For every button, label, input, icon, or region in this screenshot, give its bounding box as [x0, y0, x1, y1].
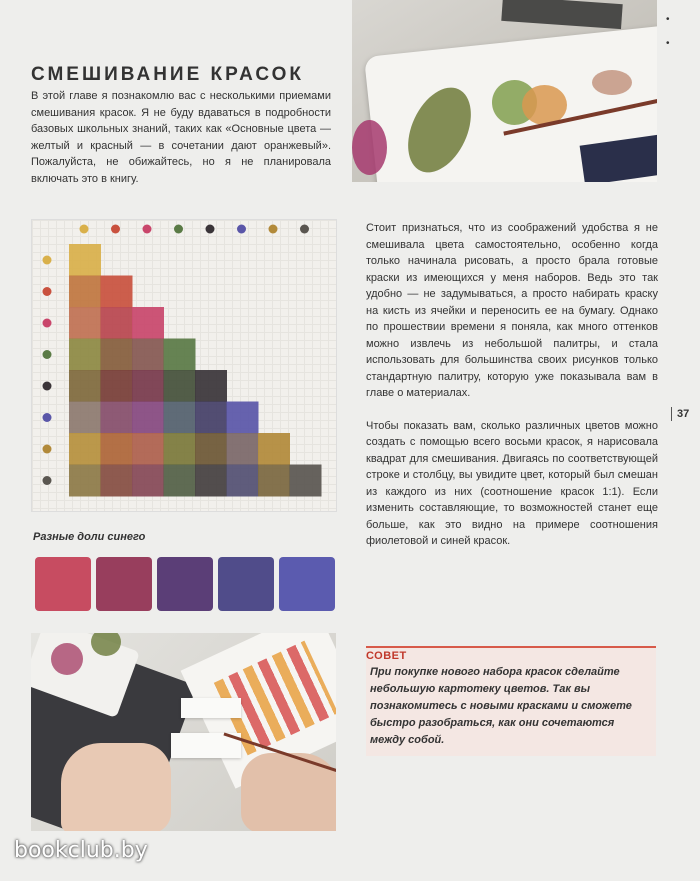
mix-cell — [164, 370, 196, 402]
mix-cell — [132, 307, 164, 339]
paint-dot-left — [43, 445, 52, 454]
mix-cell — [101, 402, 133, 434]
paint-dot-top — [300, 225, 309, 234]
page-number: 37 — [671, 407, 689, 421]
paint-dot-top — [174, 225, 183, 234]
mix-cell — [101, 339, 133, 371]
mix-cell — [164, 465, 196, 497]
paint-dot-left — [43, 382, 52, 391]
mix-cell — [290, 465, 322, 497]
mix-cell — [132, 433, 164, 465]
paint-dot-top — [111, 225, 120, 234]
mix-cell — [69, 433, 101, 465]
body-text — [366, 220, 658, 566]
paint-dot-top — [206, 225, 215, 234]
mix-cell — [69, 339, 101, 371]
painting-photo — [31, 633, 336, 831]
mix-cell — [69, 244, 101, 276]
mix-cell — [195, 465, 227, 497]
mix-cell — [69, 307, 101, 339]
mix-cell — [195, 433, 227, 465]
mix-cell — [101, 433, 133, 465]
blue-swatch — [218, 557, 274, 611]
palette-photo — [352, 0, 657, 182]
paint-dot-left — [43, 319, 52, 328]
mix-cell — [227, 465, 259, 497]
paint-dot-top — [143, 225, 152, 234]
mix-cell — [227, 433, 259, 465]
mix-cell — [132, 339, 164, 371]
paint-dot-left — [43, 476, 52, 485]
tip-text: При покупке нового набора красок сделайте небольшую картотеку цветов. Так вы познакомитесь с новыми красками и сможете быстро разобраться, как они сочетаются между собой. — [370, 666, 632, 746]
paint-dot-left — [43, 413, 52, 422]
intro-paragraph: В этой главе я познакомлю вас с несколькими приемами смешивания красок. Я не буду вдаваться в подробности базовых школьных знаний, таких как «Основные цвета — желтый и красный — в сочетании дают оранжевый». Пожалуйста, не обижайтесь, но я не планировала включать это в книгу. — [31, 90, 331, 185]
mix-cell — [227, 402, 259, 434]
paint-dot-top — [269, 225, 278, 234]
mix-cell — [258, 465, 290, 497]
mix-cell — [69, 465, 101, 497]
page-dots-icon: • • — [666, 14, 670, 49]
mix-cell — [195, 402, 227, 434]
blue-swatch — [35, 557, 91, 611]
mix-cell — [101, 276, 133, 308]
paint-dot-top — [237, 225, 246, 234]
mix-cell — [164, 339, 196, 371]
swatch-caption: Разные доли синего — [33, 531, 146, 543]
paint-dot-top — [80, 225, 89, 234]
blue-swatch-strip — [31, 553, 337, 615]
page-title: СМЕШИВАНИЕ КРАСОК — [31, 64, 305, 85]
mix-cell — [258, 433, 290, 465]
mix-cell — [164, 433, 196, 465]
paint-dot-left — [43, 256, 52, 265]
paint-dot-left — [43, 287, 52, 296]
mix-cell — [101, 370, 133, 402]
mix-cell — [132, 370, 164, 402]
body-paragraph-2: Чтобы показать вам, сколько различных цветов можно создать с помощью всего восьми красок, я нарисовала квадрат для смешивания. Двигаясь по соответствующей строке и столбцу, вы увидите цвет, который был смешан из каждого из них (соотношение красок 1:1). Если изменить составляющие, то возможностей станет еще больше, как это видно на примере соотношения фиолетовой и синей красок. — [366, 419, 658, 547]
tip-label: СОВЕТ — [366, 646, 656, 662]
watermark: bookclub.by — [14, 838, 148, 863]
mix-cell — [101, 465, 133, 497]
body-paragraph-1: Стоит признаться, что из соображений удобства я не смешивала цвета самостоятельно, особенно когда только начинала рисовать, а просто брала готовые краски из имеющихся у меня наборов. Ведь это так удобно — не задумываться, а просто набирать краску на кисть из ячейки и переносить ее на бумагу. Однако по прошествии времени я поняла, как много оттенков можно извлечь из небольшой палитры, и стала использовать для большинства своих рисунков только стандартную палитру, которую уже показывала вам в главе о материалах. — [366, 222, 658, 399]
mix-cell — [69, 276, 101, 308]
mix-cell — [164, 402, 196, 434]
mix-cell — [69, 402, 101, 434]
blue-swatch — [279, 557, 335, 611]
mix-cell — [132, 465, 164, 497]
mix-cell — [195, 370, 227, 402]
mixing-grid — [32, 220, 336, 511]
blue-swatch — [157, 557, 213, 611]
blue-swatch — [96, 557, 152, 611]
paint-dot-left — [43, 350, 52, 359]
mix-cell — [69, 370, 101, 402]
color-mixing-chart — [31, 219, 337, 512]
mix-cell — [101, 307, 133, 339]
mix-cell — [132, 402, 164, 434]
